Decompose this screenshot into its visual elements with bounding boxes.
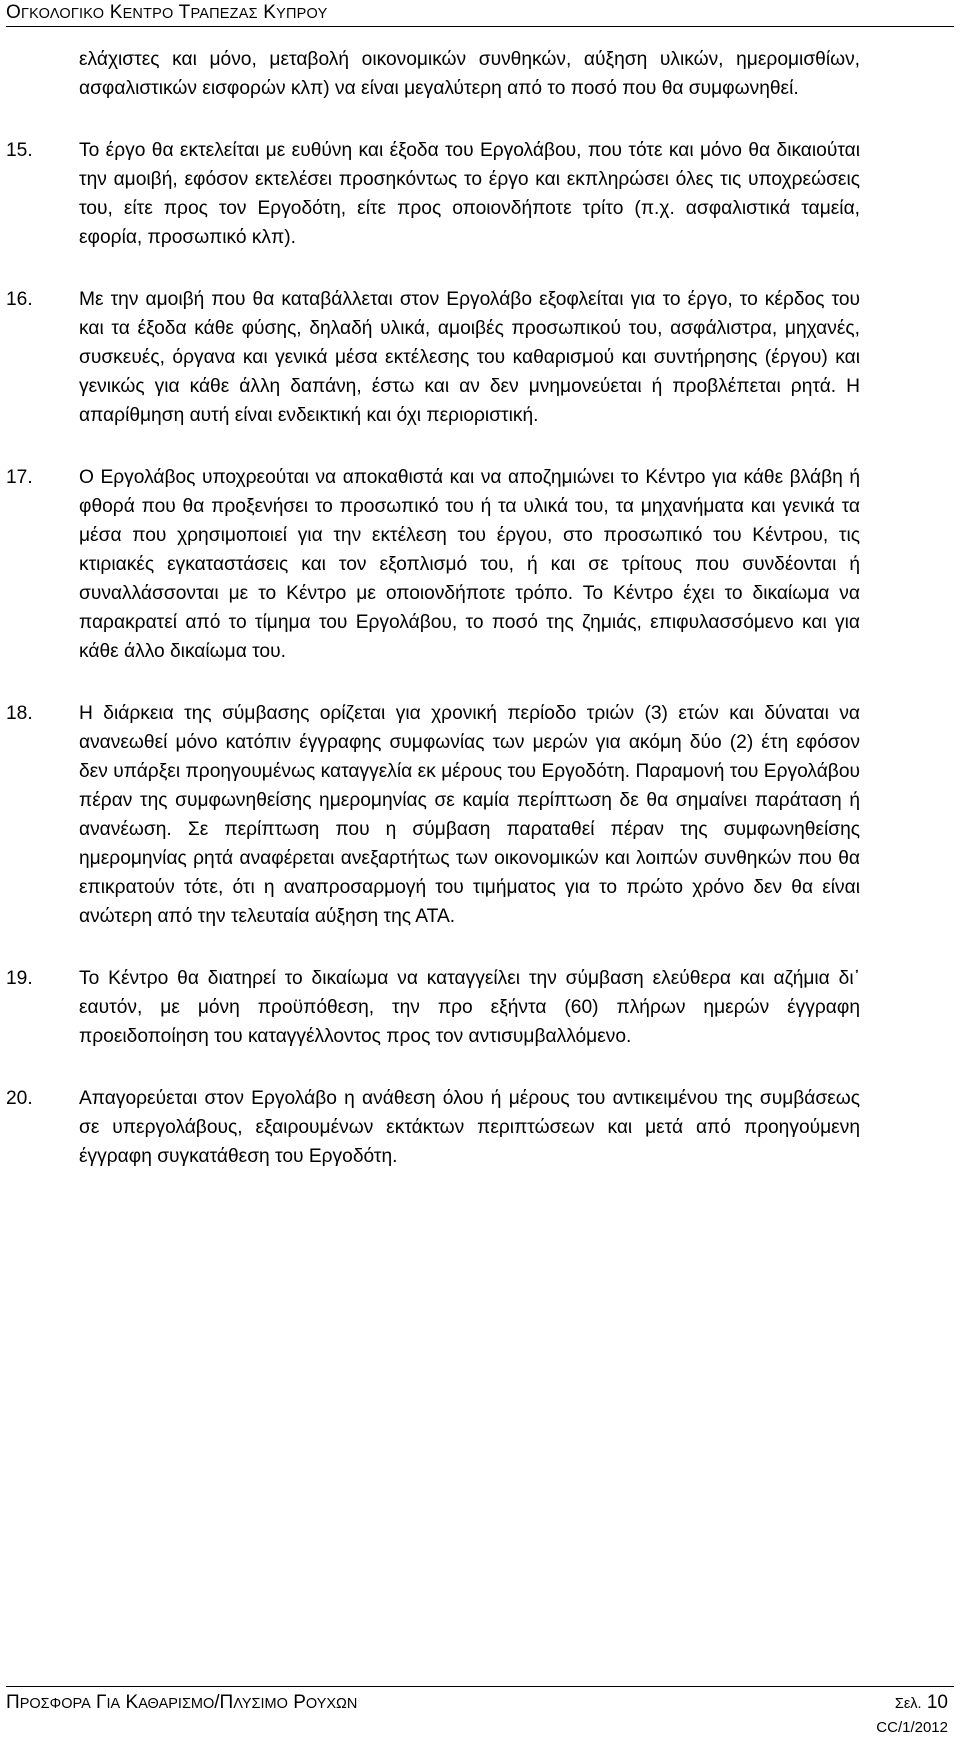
clause-text: Η διάρκεια της σύμβασης ορίζεται για χρονική περίοδο τριών (3) ετών και δύναται να ανανεωθεί μόνο κατόπιν έγγραφης συμφωνίας των μερών για ακόμη δύο (2) έτη εφόσον δεν υπάρξει προηγουμένως καταγγελία εκ μέρους του Εργοδότη. Παραμονή του Εργολάβου πέραν της συμφωνηθείσης ημερομηνίας σε καμία περίπτωση δε θα σημαίνει παράταση ή ανανέωση. Σε περίπτωση που η σύμβαση παραταθεί πέραν της συμφωνηθείσης ημερομηνίας ρητά αναφέρεται ανεξαρτήτως των οικονομικών και λοιπών συνθηκών που θα επικρατούν τότε, ότι η αναπροσαρμογή του τιμήματος για το πρώτο χρόνο δεν θα είναι ανώτερη από την τελευταία αύξηση της ΑΤΑ. — [79, 703, 860, 927]
clause-item — [6, 463, 866, 666]
page-number-value: 10 — [926, 1692, 948, 1713]
footer-title: ΠΡΟΣΦΟΡΑ ΓΙΑ ΚΑΘΑΡΙΣΜΟ/ΠΛΥΣΙΜΟ ΡΟΥΧΩΝ — [6, 1692, 358, 1713]
clause-number: 17. — [6, 467, 33, 488]
clause-item — [6, 699, 866, 931]
clause-list — [6, 136, 866, 1171]
clause-text: Το Κέντρο θα διατηρεί το δικαίωμα να καταγγείλει την σύμβαση ελεύθερα και αζήμια δι᾽ εαυτόν, με μόνη προϋπόθεση, την προ εξήντα (60) πλήρων ημερών έγγραφη προειδοποίηση του καταγγέλλοντος προς τον αντισυμβαλλόμενο. — [79, 968, 860, 1047]
page-label: Σελ. — [894, 1696, 922, 1712]
clause-number: 16. — [6, 289, 33, 310]
footer-divider — [6, 1686, 954, 1687]
clause-item — [6, 964, 866, 1051]
clause-text: Το έργο θα εκτελείται με ευθύνη και έξοδα του Εργολάβου, που τότε και μόνο θα δικαιούται την αμοιβή, εφόσον εκτελέσει προσηκόντως το έργο και εκπληρώσει όλες τις υποχρεώσεις του, είτε προς τον Εργοδότη, είτε προς οποιονδήποτε τρίτο (π.χ. ασφαλιστικά ταμεία, εφορία, προσωπικό κλπ). — [79, 140, 860, 248]
clause-number: 15. — [6, 140, 33, 161]
clause-item — [6, 136, 866, 252]
document-reference: CC/1/2012 — [876, 1719, 948, 1736]
clause-text: Απαγορεύεται στον Εργολάβο η ανάθεση όλου ή μέρους του αντικειμένου της συμβάσεως σε υπεργολάβους, εξαιρουμένων εκτάκτων περιπτώσεων και μετά από προηγούμενη έγγραφη συγκατάθεση του Εργοδότη. — [79, 1088, 860, 1167]
page-number — [895, 1692, 948, 1714]
document-body — [6, 45, 866, 1204]
header-title: ΟΓΚΟΛΟΓΙΚΟ ΚΕΝΤΡΟ ΤΡΑΠΕΖΑΣ ΚΥΠΡΟΥ — [6, 2, 328, 23]
clause-item — [6, 285, 866, 430]
clause-number: 18. — [6, 703, 33, 724]
clause-text: Ο Εργολάβος υποχρεούται να αποκαθιστά και να αποζημιώνει το Κέντρο για κάθε βλάβη ή φθορά που θα προξενήσει το προσωπικό του ή τα υλικά του, τα μηχανήματα και γενικά τα μέσα που χρησιμοποιεί για την εκτέλεση του έργου, στο προσωπικό του Κέντρου, τις κτιριακές εγκαταστάσεις και τον εξοπλισμό του, ή και σε τρίτους που συνδέονται ή συναλλάσσονται με το Κέντρο με οποιονδήποτε τρόπο. Το Κέντρο έχει το δικαίωμα να παρακρατεί από το τίμημα του Εργολάβου, το ποσό της ζημιάς, επιφυλασσόμενο και για κάθε άλλο δικαίωμα του. — [79, 467, 860, 662]
clause-item — [6, 1084, 866, 1171]
clause-number: 19. — [6, 968, 33, 989]
page-header — [6, 0, 954, 27]
continuation-paragraph: ελάχιστες και μόνο, μεταβολή οικονομικών συνθηκών, αύξηση υλικών, ημερομισθίων, ασφαλιστικών εισφορών κλπ) να είναι μεγαλύτερη από το ποσό που θα συμφωνηθεί. — [79, 49, 860, 99]
clause-number: 20. — [6, 1088, 33, 1109]
page-footer — [6, 1686, 954, 1744]
clause-text: Με την αμοιβή που θα καταβάλλεται στον Εργολάβο εξοφλείται για το έργο, το κέρδος του και τα έξοδα κάθε φύσης, δηλαδή υλικά, αμοιβές προσωπικού του, ασφάλιστρα, μηχανές, συσκευές, όργανα και γενικά μέσα εκτέλεσης του καθαρισμού και συντήρησης (έργου) και γενικώς για κάθε άλλη δαπάνη, έστω και αν δεν μνημονεύεται ή προβλέπεται ρητά. Η απαρίθμηση αυτή είναι ενδεικτική και όχι περιοριστική. — [79, 289, 860, 426]
